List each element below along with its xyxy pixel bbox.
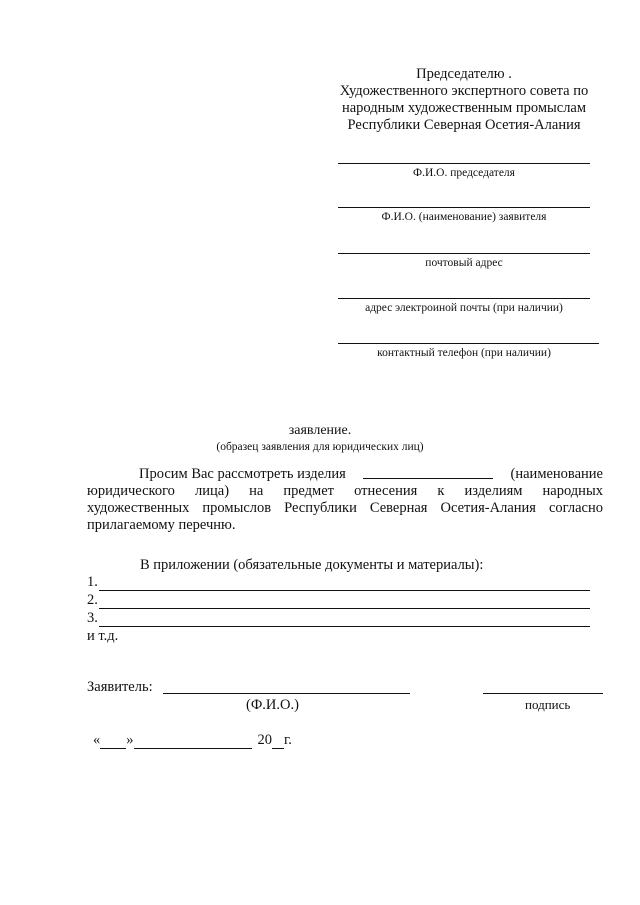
addressee-line: народным художественным промыслам [341, 100, 587, 116]
body-word: изделиям [464, 483, 523, 499]
fill-line [338, 253, 590, 254]
fill-line [99, 595, 590, 609]
body-word: юридического [87, 483, 175, 499]
fill-line [338, 207, 590, 208]
body-word: отнесения [354, 483, 418, 499]
addressee-line: Председателю . [416, 66, 512, 82]
signature-caption: подпись [525, 697, 571, 712]
attachments-etc: и т.д. [87, 628, 119, 644]
email-field[interactable] [338, 298, 590, 315]
request-paragraph [87, 466, 603, 534]
document-subtitle: (образец заявления для юридических лиц) [216, 441, 424, 453]
field-caption: контактный телефон (при наличии) [377, 347, 551, 359]
body-word: народных [542, 483, 603, 499]
fio-caption: (Ф.И.О.) [246, 697, 299, 713]
applicant-name-field[interactable] [338, 207, 590, 224]
body-line [87, 466, 603, 483]
attachment-item-2[interactable] [87, 592, 590, 609]
body-word: предмет [283, 483, 335, 499]
addressee-line: Республики Северная Осетия-Алания [347, 117, 581, 133]
addressee-block [318, 66, 610, 134]
phone-line-extension [567, 343, 599, 344]
body-word: промыслов [202, 500, 272, 516]
fill-line [338, 298, 590, 299]
attachment-item-3[interactable] [87, 610, 590, 627]
field-caption: Ф.И.О. (наименование) заявителя [381, 211, 547, 223]
date-row [93, 732, 292, 749]
addressee-line: Художественного экспертного совета по [339, 83, 589, 99]
month-blank[interactable] [134, 735, 252, 749]
attachment-number: 1. [87, 574, 98, 590]
applicant-label: Заявитель: [87, 679, 153, 695]
body-text-end: (наименование [510, 466, 603, 482]
product-blank[interactable] [363, 466, 493, 479]
day-blank[interactable] [100, 735, 126, 749]
attachments-heading: В приложении (обязательные документы и материалы): [140, 557, 484, 573]
signature-line[interactable] [483, 693, 603, 694]
fill-line [338, 343, 590, 344]
body-word: на [249, 483, 264, 499]
year-blank[interactable] [272, 735, 284, 749]
document-title: заявление. [288, 423, 352, 438]
chairman-name-field[interactable] [338, 163, 590, 180]
body-word: Республики [284, 500, 357, 516]
body-line [87, 500, 603, 517]
body-line [87, 517, 603, 534]
date-open-quote: « [93, 732, 101, 748]
field-caption: адрес электроиной почты (при наличии) [365, 302, 563, 314]
body-text-start: Просим Вас рассмотреть изделия [139, 466, 346, 482]
field-caption: Ф.И.О. председателя [413, 167, 515, 179]
field-caption: почтовый адрес [425, 257, 503, 269]
applicant-name-line[interactable] [163, 693, 410, 694]
body-word: к [437, 483, 445, 499]
postal-address-field[interactable] [338, 253, 590, 270]
attachment-number: 2. [87, 592, 98, 608]
body-word: лица) [195, 483, 230, 499]
fill-line [99, 613, 590, 627]
attachment-number: 3. [87, 610, 98, 626]
phone-field[interactable] [338, 343, 590, 360]
body-word: художественных [87, 500, 190, 516]
body-text-end: прилагаемому перечню. [87, 517, 236, 533]
body-line [87, 483, 603, 500]
fill-line [338, 163, 590, 164]
body-word: согласно [548, 500, 603, 516]
body-word: Северная [369, 500, 428, 516]
attachment-item-1[interactable] [87, 574, 590, 591]
fill-line [99, 577, 590, 591]
year-suffix: г. [284, 732, 292, 748]
date-close-quote: » [126, 732, 134, 748]
year-prefix: 20 [257, 732, 272, 748]
body-word: Осетия-Алания [440, 500, 536, 516]
